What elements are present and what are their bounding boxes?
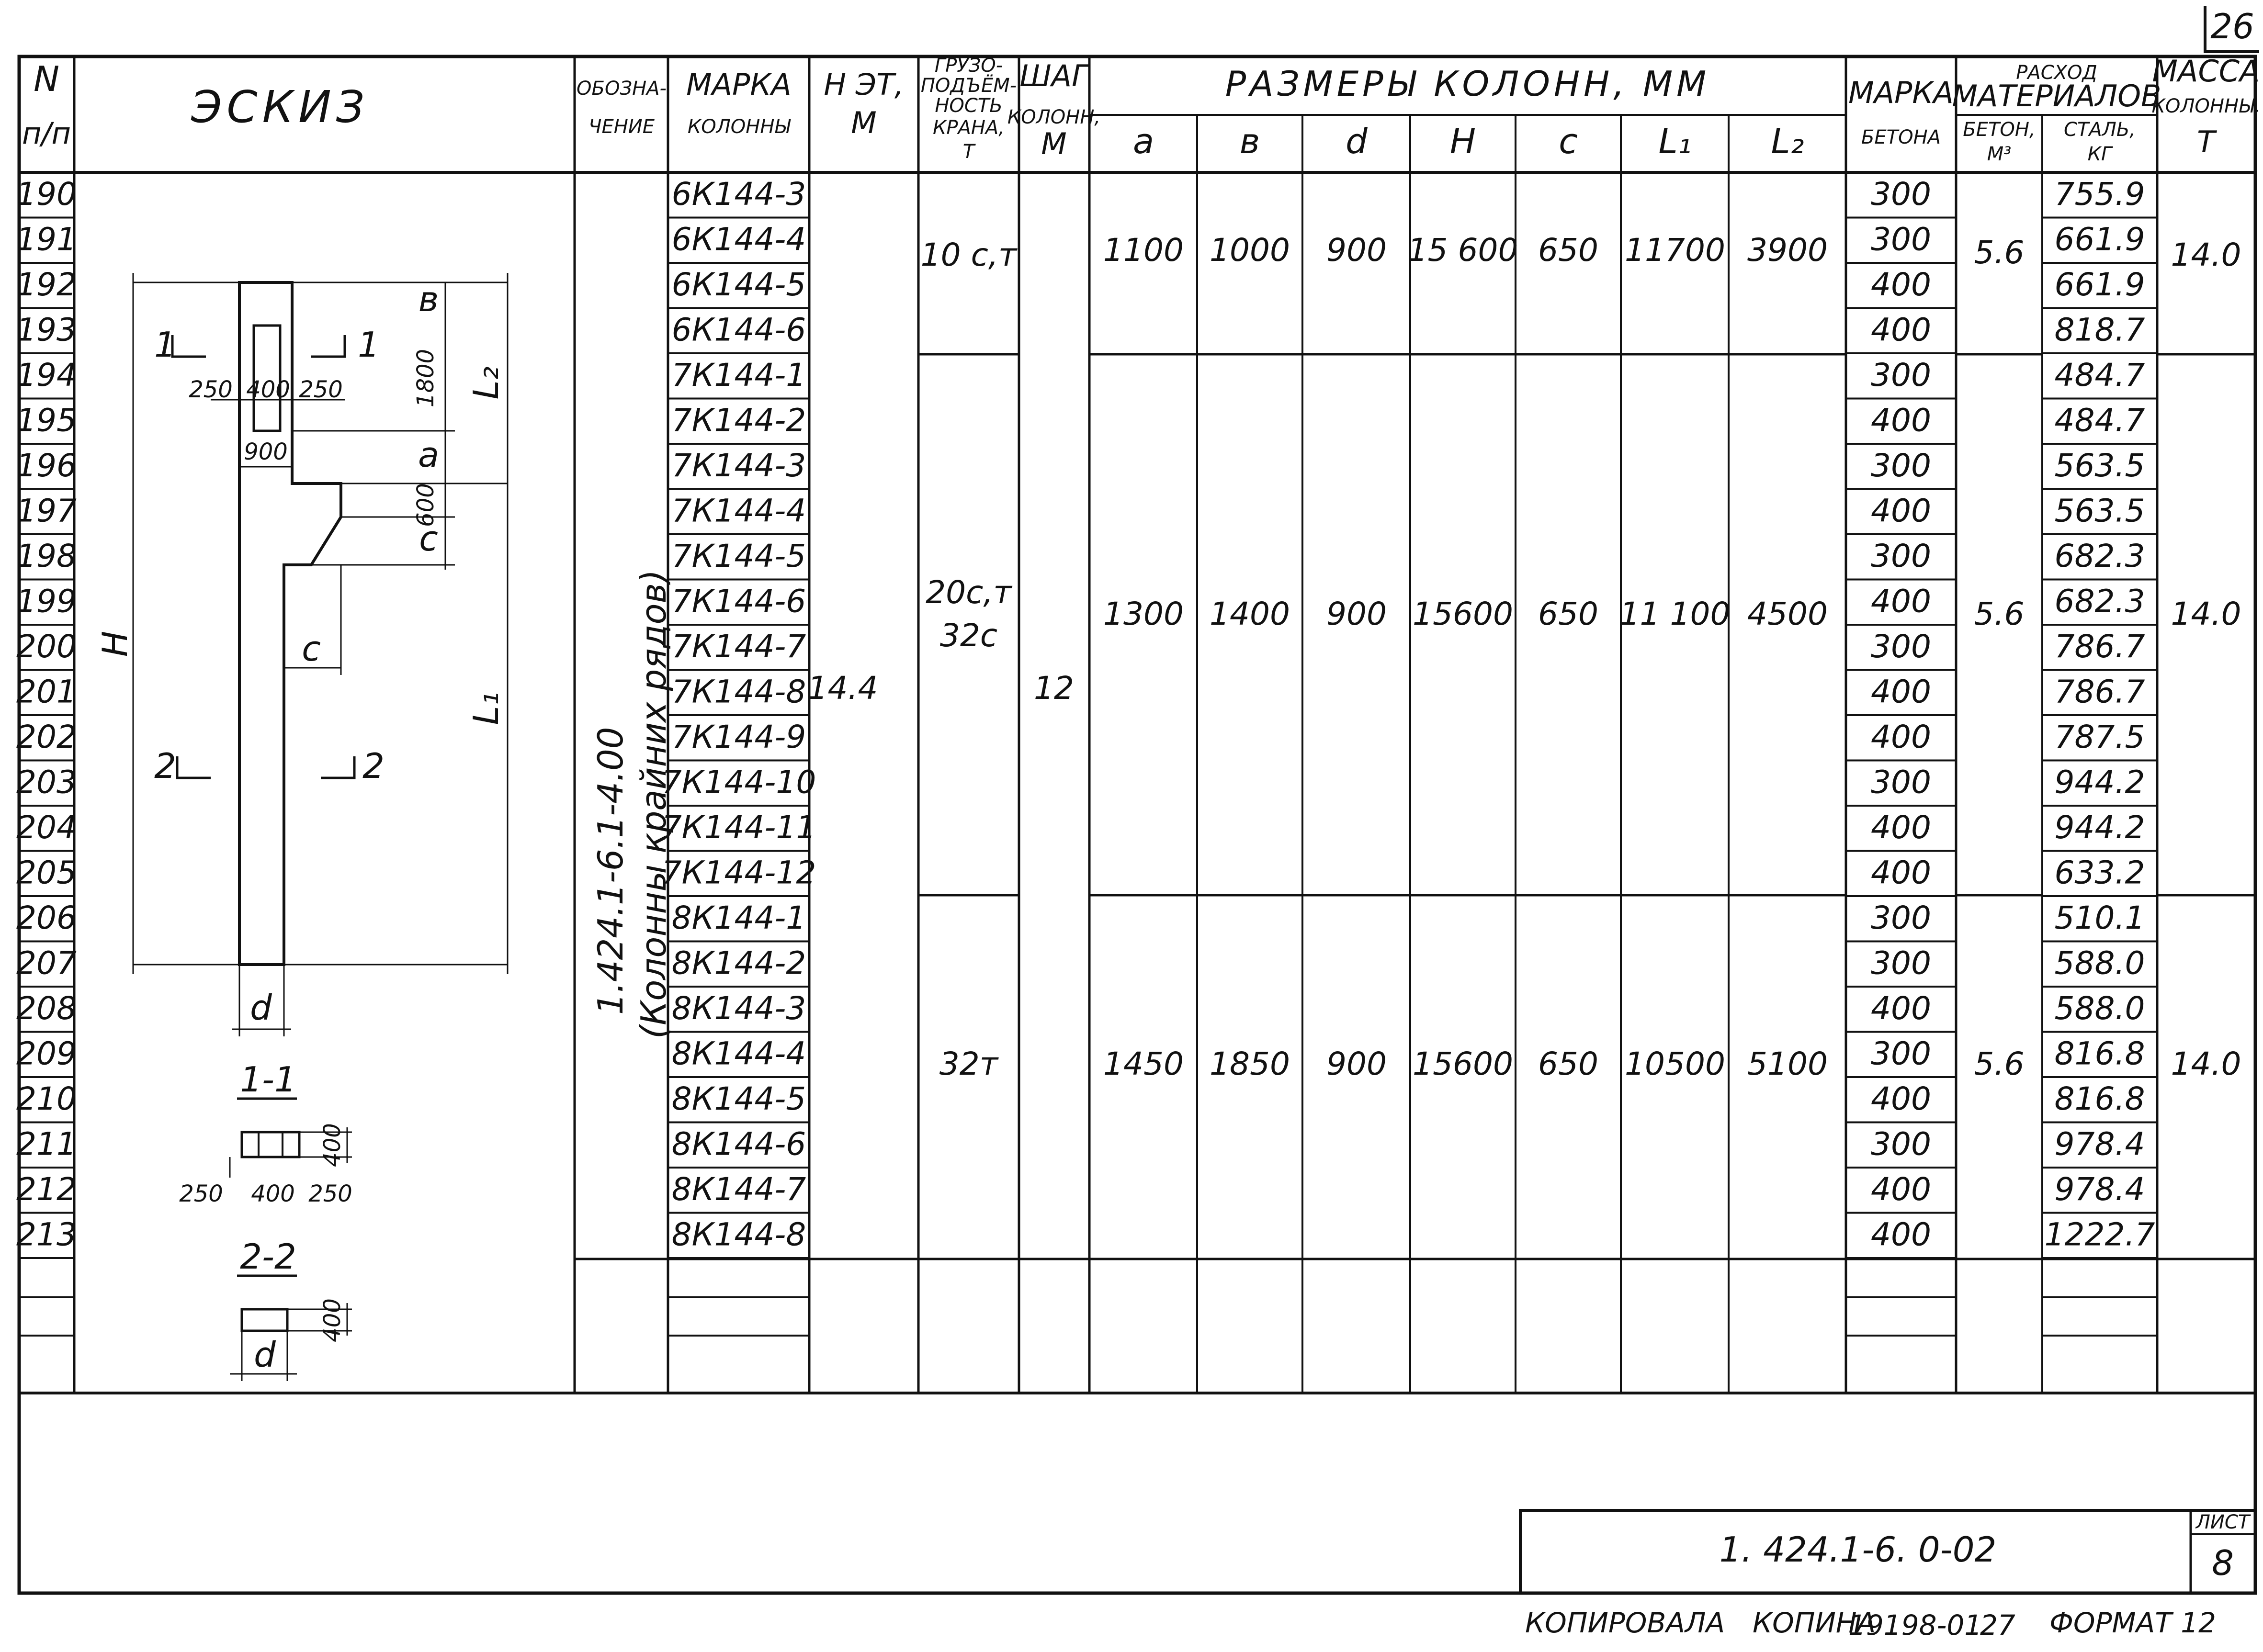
row-concrete-mark: 400 [1871, 1171, 1931, 1208]
row-concrete-mark: 300 [1871, 447, 1931, 484]
header-steel-1: СТАЛЬ, [2064, 119, 2136, 141]
row-concrete-mark: 300 [1871, 357, 1931, 394]
row-number: 205 [16, 854, 77, 891]
row-steel: 588.0 [2054, 944, 2145, 982]
row-steel: 944.2 [2054, 764, 2145, 801]
section-mark-2-left: 2 [154, 746, 176, 786]
row-concrete-mark: 300 [1871, 899, 1931, 937]
row-number: 193 [16, 311, 77, 348]
row-steel: 816.8 [2054, 1080, 2145, 1118]
row-mark: 6К144-5 [671, 266, 806, 303]
row-steel: 786.7 [2054, 628, 2145, 665]
header-mass-1: МАССА [2152, 54, 2260, 89]
header-mass-3: Т [2197, 124, 2215, 159]
group-3-l2: 5100 [1747, 1045, 1828, 1082]
header-num-sub: п/п [22, 116, 71, 151]
footer-copied: КОПИРОВАЛА [1525, 1607, 1725, 1639]
row-mark: 7К144-4 [671, 492, 806, 529]
row-steel: 682.3 [2054, 583, 2145, 620]
row-number: 206 [16, 899, 77, 937]
section-1-dim-250-right: 250 [308, 1180, 352, 1207]
header-step-2: КОЛОНН, [1007, 106, 1101, 128]
dim-l2: L₂ [466, 366, 506, 400]
row-mark: 8К144-8 [671, 1216, 806, 1253]
row-mark: 8К144-2 [671, 944, 806, 982]
h-floor-value: 14.4 [807, 670, 878, 707]
row-number: 212 [16, 1171, 77, 1208]
row-steel: 563.5 [2054, 447, 2145, 484]
section-1-dim-400: 400 [251, 1180, 295, 1207]
stamp-sheet-number: 8 [2212, 1543, 2234, 1583]
footer [1525, 1607, 2216, 1641]
row-mark: 8К144-4 [671, 1035, 806, 1072]
row-mark: 7К144-2 [671, 402, 806, 439]
dim-c: c [302, 629, 321, 669]
page-number-box [2205, 6, 2259, 52]
row-steel: 661.9 [2054, 266, 2145, 303]
row-number: 192 [16, 266, 77, 303]
dim-a: a [418, 435, 440, 475]
row-concrete-mark: 400 [1871, 719, 1931, 756]
row-concrete-mark: 300 [1871, 538, 1931, 575]
designation-note: (Колонны крайних рядов) [634, 569, 674, 1039]
group-1-a: 1100 [1103, 232, 1184, 269]
section-title-1-1: 1-1 [240, 1059, 296, 1100]
row-mark: 7К144-12 [661, 854, 816, 891]
row-number: 207 [16, 944, 77, 982]
row-number: 191 [16, 221, 77, 258]
group-1-c: 650 [1538, 232, 1598, 269]
dim-900: 900 [244, 438, 288, 465]
header-mass-2: КОЛОННЫ, [2151, 95, 2261, 117]
row-concrete-mark: 400 [1871, 1080, 1931, 1118]
row-number: 198 [16, 538, 77, 575]
row-number: 208 [16, 990, 77, 1027]
section-mark-1-right: 1 [358, 325, 380, 365]
row-number: 213 [16, 1216, 77, 1253]
row-concrete-mark: 400 [1871, 990, 1931, 1027]
group-2-volume: 5.6 [1974, 596, 2025, 632]
row-number: 211 [16, 1125, 77, 1163]
footer-order: 19198-01 [1848, 1609, 1982, 1641]
dim-600: 600 [412, 483, 439, 527]
dim-250-right: 250 [299, 376, 343, 403]
dim-c-vert: c [419, 518, 438, 559]
row-mark: 8К144-1 [671, 899, 806, 937]
header-volume-1: БЕТОН, [1963, 119, 2036, 141]
row-mark: 8К144-7 [671, 1171, 806, 1208]
stamp-code: 1. 424.1-6. 0-02 [1719, 1529, 1997, 1570]
group-3-mass: 14.0 [2171, 1045, 2241, 1082]
row-concrete-mark: 300 [1871, 1035, 1931, 1072]
header-capacity-2: ПОДЪЁМ- [920, 75, 1017, 97]
group-2-l1: 11 100 [1619, 596, 1731, 632]
row-mark: 8К144-6 [671, 1125, 806, 1163]
header-volume-2: М³ [1987, 143, 2012, 165]
row-mark: 7К144-3 [671, 447, 806, 484]
row-steel: 816.8 [2054, 1035, 2145, 1072]
row-number: 203 [16, 764, 77, 801]
header-designation-1: ОБОЗНА- [577, 78, 667, 100]
group-1-volume: 5.6 [1974, 234, 2025, 271]
header-capacity-4: КРАНА, [932, 117, 1005, 139]
row-mark: 7К144-10 [661, 764, 816, 801]
header-size-c: c [1559, 121, 1578, 161]
group-3-b: 1850 [1210, 1045, 1290, 1082]
row-mark: 8К144-3 [671, 990, 806, 1027]
row-number: 199 [16, 583, 77, 620]
group-1-l2: 3900 [1747, 232, 1828, 269]
row-steel: 484.7 [2054, 402, 2145, 439]
header-mark-2: КОЛОННЫ [687, 116, 791, 138]
dim-b: в [418, 279, 439, 319]
group-3-capacity: 32т [939, 1045, 998, 1082]
group-2-l2: 4500 [1747, 596, 1828, 632]
section-1-dim-400-vert: 400 [319, 1123, 346, 1167]
header-capacity-1: ГРУЗО- [934, 55, 1003, 77]
header-steel-2: КГ [2087, 143, 2112, 165]
row-mark: 7К144-8 [671, 673, 806, 710]
row-mark: 6К144-6 [671, 311, 806, 348]
step-value: 12 [1034, 670, 1074, 707]
header-num: N [34, 59, 59, 99]
row-steel: 978.4 [2054, 1125, 2145, 1163]
header-hfloor-2: М [851, 105, 877, 140]
group-3-h: 15600 [1413, 1045, 1513, 1082]
row-mark: 7К144-6 [671, 583, 806, 620]
header-step-1: ШАГ [1019, 58, 1088, 93]
row-steel: 661.9 [2054, 221, 2145, 258]
row-concrete-mark: 400 [1871, 402, 1931, 439]
row-concrete-mark: 300 [1871, 1125, 1931, 1163]
designation-text: 1.424.1-6.1-4.00 [590, 727, 631, 1015]
group-1-l1: 11700 [1625, 232, 1725, 269]
row-concrete-mark: 400 [1871, 492, 1931, 529]
dim-d: d [250, 988, 272, 1028]
row-concrete-mark: 300 [1871, 944, 1931, 982]
header-size-h: H [1449, 121, 1476, 161]
row-number: 197 [16, 492, 77, 529]
row-steel: 787.5 [2054, 719, 2145, 756]
row-steel: 786.7 [2054, 673, 2145, 710]
row-steel: 484.7 [2054, 357, 2145, 394]
header-sizes-title: РАЗМЕРЫ КОЛОНН, ММ [1225, 64, 1710, 104]
group-2-capacity-2: 32с [939, 617, 998, 654]
section-1-dim-250-left: 250 [179, 1180, 223, 1207]
header-concrete-2: БЕТОНА [1861, 126, 1941, 148]
header-step-3: М [1041, 126, 1067, 161]
row-concrete-mark: 400 [1871, 266, 1931, 303]
row-concrete-mark: 300 [1871, 764, 1931, 801]
group-3-a: 1450 [1103, 1045, 1184, 1082]
group-3-l1: 10500 [1625, 1045, 1725, 1082]
header-size-b: в [1239, 121, 1260, 161]
header-capacity-5: Т [962, 141, 975, 163]
group-1-h: 15 600 [1407, 232, 1518, 269]
row-mark: 6К144-4 [671, 221, 806, 258]
row-number: 202 [16, 719, 77, 756]
row-mark: 6К144-3 [671, 176, 806, 213]
section-2-dim-d: d [254, 1335, 276, 1375]
row-steel: 563.5 [2054, 492, 2145, 529]
group-1-b: 1000 [1210, 232, 1290, 269]
header-capacity-3: НОСТЬ [935, 95, 1003, 117]
row-concrete-mark: 400 [1871, 854, 1931, 891]
header-materials-2: МАТЕРИАЛОВ [1952, 79, 2161, 113]
dim-250-left: 250 [189, 376, 233, 403]
row-number: 200 [16, 628, 77, 665]
header-concrete-1: МАРКА [1848, 75, 1954, 110]
section-2-dim-400-vert: 400 [319, 1298, 346, 1342]
group-3-volume: 5.6 [1974, 1045, 2025, 1082]
section-mark-1-left: 1 [154, 325, 176, 365]
row-steel: 588.0 [2054, 990, 2145, 1027]
header-size-l2: L₂ [1771, 121, 1804, 161]
group-2-a: 1300 [1103, 596, 1184, 632]
row-number: 209 [16, 1035, 77, 1072]
dim-h: H [95, 630, 135, 657]
stamp-sheet-label: ЛИСТ [2195, 1511, 2250, 1533]
row-mark: 7К144-5 [671, 538, 806, 575]
row-number: 201 [16, 673, 77, 710]
header-size-a: a [1132, 121, 1154, 161]
header-mark-1: МАРКА [686, 67, 792, 102]
header-sketch: ЭСКИЗ [191, 81, 369, 133]
row-concrete-mark: 400 [1871, 1216, 1931, 1253]
group-2-mass: 14.0 [2171, 596, 2241, 632]
row-concrete-mark: 400 [1871, 673, 1931, 710]
header-hfloor-1: Н ЭТ, [824, 67, 904, 102]
section-mark-2-right: 2 [362, 746, 385, 786]
dim-l1: L₁ [466, 692, 506, 725]
group-2-c: 650 [1538, 596, 1598, 632]
footer-format: ФОРМАТ 12 [2049, 1607, 2216, 1639]
group-1-mass: 14.0 [2171, 236, 2241, 273]
page-number: 26 [2210, 6, 2254, 46]
row-concrete-mark: 300 [1871, 221, 1931, 258]
group-2-h: 15600 [1413, 596, 1513, 632]
row-concrete-mark: 400 [1871, 583, 1931, 620]
group-1-capacity: 10 с,т [920, 236, 1017, 273]
row-steel: 755.9 [2054, 176, 2145, 213]
row-number: 195 [16, 402, 77, 439]
row-steel: 633.2 [2054, 854, 2145, 891]
row-steel: 978.4 [2054, 1171, 2145, 1208]
row-mark: 7К144-7 [671, 628, 806, 665]
dim-400: 400 [246, 376, 290, 403]
group-3-c: 650 [1538, 1045, 1598, 1082]
group-2-b: 1400 [1210, 596, 1290, 632]
section-title-2-2: 2-2 [240, 1236, 296, 1277]
row-number: 196 [16, 447, 77, 484]
row-mark: 7К144-9 [671, 719, 806, 756]
header-size-l1: L₁ [1658, 121, 1692, 161]
row-mark: 8К144-5 [671, 1080, 806, 1118]
row-number: 210 [16, 1080, 77, 1118]
row-mark: 7К144-1 [671, 357, 806, 394]
row-steel: 944.2 [2054, 809, 2145, 846]
row-steel: 510.1 [2054, 899, 2145, 937]
row-steel: 682.3 [2054, 538, 2145, 575]
group-2-d: 900 [1326, 596, 1387, 632]
footer-name: КОПИНА [1753, 1607, 1876, 1639]
row-steel: 818.7 [2054, 311, 2145, 348]
header-materials-1: РАСХОД [2016, 62, 2097, 84]
row-concrete-mark: 300 [1871, 176, 1931, 213]
row-number: 190 [16, 176, 77, 213]
header-designation-2: ЧЕНИЕ [588, 116, 655, 138]
row-concrete-mark: 300 [1871, 628, 1931, 665]
group-3-d: 900 [1326, 1045, 1387, 1082]
row-concrete-mark: 400 [1871, 311, 1931, 348]
footer-num: 27 [1980, 1609, 2015, 1641]
group-1-d: 900 [1326, 232, 1387, 269]
row-number: 194 [16, 357, 77, 394]
row-concrete-mark: 400 [1871, 809, 1931, 846]
row-number: 204 [16, 809, 77, 846]
row-mark: 7К144-11 [661, 809, 816, 846]
dim-1800: 1800 [412, 348, 439, 408]
header-size-d: d [1346, 121, 1368, 161]
row-steel: 1222.7 [2044, 1216, 2155, 1253]
group-2-capacity-1: 20с,т [926, 574, 1012, 611]
